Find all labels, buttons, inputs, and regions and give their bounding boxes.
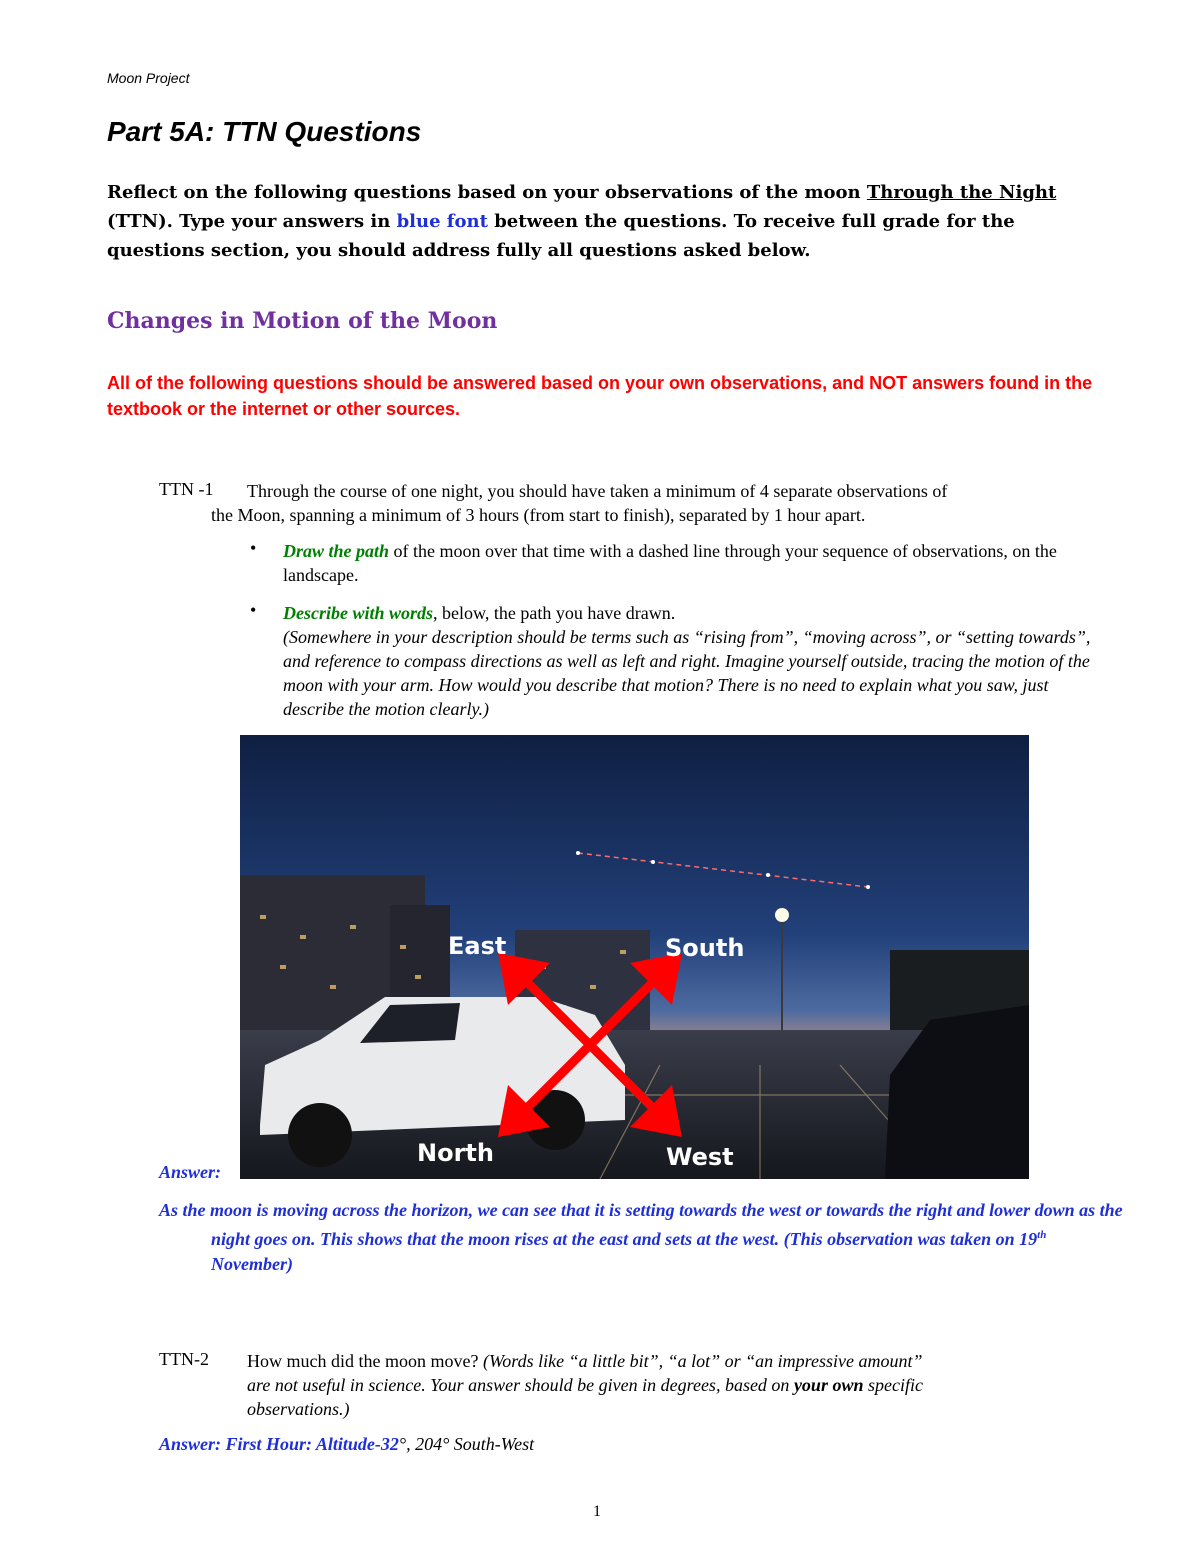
ttn1-line2: the Moon, spanning a minimum of 3 hours (from start to finish), separated by 1 hour apart. (211, 505, 866, 525)
ttn2-note-4: observations.) (247, 1399, 350, 1419)
intro-text-1: Reflect on the following questions based on your observations of the moon (107, 182, 867, 203)
bullet-dot: • (250, 538, 257, 558)
ttn1-answer-end: November) (211, 1254, 293, 1274)
page-number: 1 (593, 1503, 601, 1520)
light-glow (775, 908, 789, 922)
ttn2-answer-value: °, 204° South-West (398, 1434, 535, 1454)
bullet-dot: • (250, 600, 257, 620)
ttn1-label: TTN -1 (159, 479, 214, 499)
section-heading: Changes in Motion of the Moon (107, 308, 498, 334)
moon-observation-dot (866, 885, 870, 889)
label-south: South (665, 934, 745, 962)
ttn2-note-bold: your own (793, 1375, 864, 1395)
moon-path-photo (240, 735, 1029, 1179)
ttn2-note-1: (Words like “a little bit”, “a lot” or “an impressive amount” (482, 1351, 923, 1371)
page-title: Part 5A: TTN Questions (107, 116, 422, 147)
bullet-2-note: (Somewhere in your description should be terms such as “rising from”, “moving across”, or “setting towards”, and reference to compass directions as well as left and right. Imagine yourself outside, tracing the motion of the moon with your arm. How would you describe that motion? There is no need to explain what you saw, just describe the motion clearly.) (283, 627, 1091, 719)
ttn2-answer-label: Answer: First Hour: Altitude-32 (159, 1434, 399, 1454)
moon-observation-dot (576, 851, 580, 855)
bullet-1-rest: of the moon over that time with a dashed line through your sequence of observations, on the landscape. (283, 541, 1057, 585)
label-east: East (448, 932, 507, 960)
intro-underlined: Through the Night (866, 182, 1057, 203)
ttn2-note-2: are not useful in science. Your answer should be given in degrees, based on (247, 1375, 794, 1395)
ttn2-question (247, 1349, 1087, 1421)
bullet-2-rest: , below, the path you have drawn. (433, 603, 676, 623)
moon-observation-dot (651, 860, 655, 864)
photo-svg (240, 735, 1029, 1179)
intro-text-3: between the questions. To receive full grade for the questions section, you should address fully all questions asked below. (107, 211, 1015, 261)
ttn1-bullet-2 (283, 601, 1093, 721)
label-north: North (417, 1139, 494, 1167)
bullet-1-lead: Draw the path (283, 541, 390, 561)
ttn1-answer-label: Answer: (159, 1162, 222, 1182)
ttn1-answer-sup: th (1037, 1229, 1047, 1241)
moon-observation-dot (766, 873, 770, 877)
intro-blue-text: blue font (396, 211, 488, 232)
ttn1-bullet-1 (283, 539, 1083, 587)
ttn1-line1: Through the course of one night, you should have taken a minimum of 4 separate observations of (247, 481, 948, 501)
ttn2-question-text: How much did the moon move? (247, 1351, 483, 1371)
label-west: West (666, 1143, 734, 1171)
ttn2-answer (159, 1434, 534, 1455)
ttn1-answer-text (159, 1198, 1131, 1277)
bullet-2-lead: Describe with words (283, 603, 434, 623)
intro-paragraph (107, 178, 1067, 265)
ttn1-answer-body: As the moon is moving across the horizon, we can see that it is setting towards the west or towards the right and lower down as the night goes on. This shows that the moon rises at the east and sets at the west. (This observation was taken on 19 (159, 1200, 1123, 1249)
warning-text: All of the following questions should be answered based on your own observations, and NOT answers found in the textbook or the internet or other sources. (107, 373, 1093, 419)
intro-text-2: (TTN). Type your answers in (107, 211, 397, 232)
header-note: Moon Project (107, 70, 190, 86)
suv-wheel (288, 1103, 352, 1167)
ttn2-note-3: specific (863, 1375, 923, 1395)
ttn2-label: TTN-2 (159, 1349, 209, 1369)
